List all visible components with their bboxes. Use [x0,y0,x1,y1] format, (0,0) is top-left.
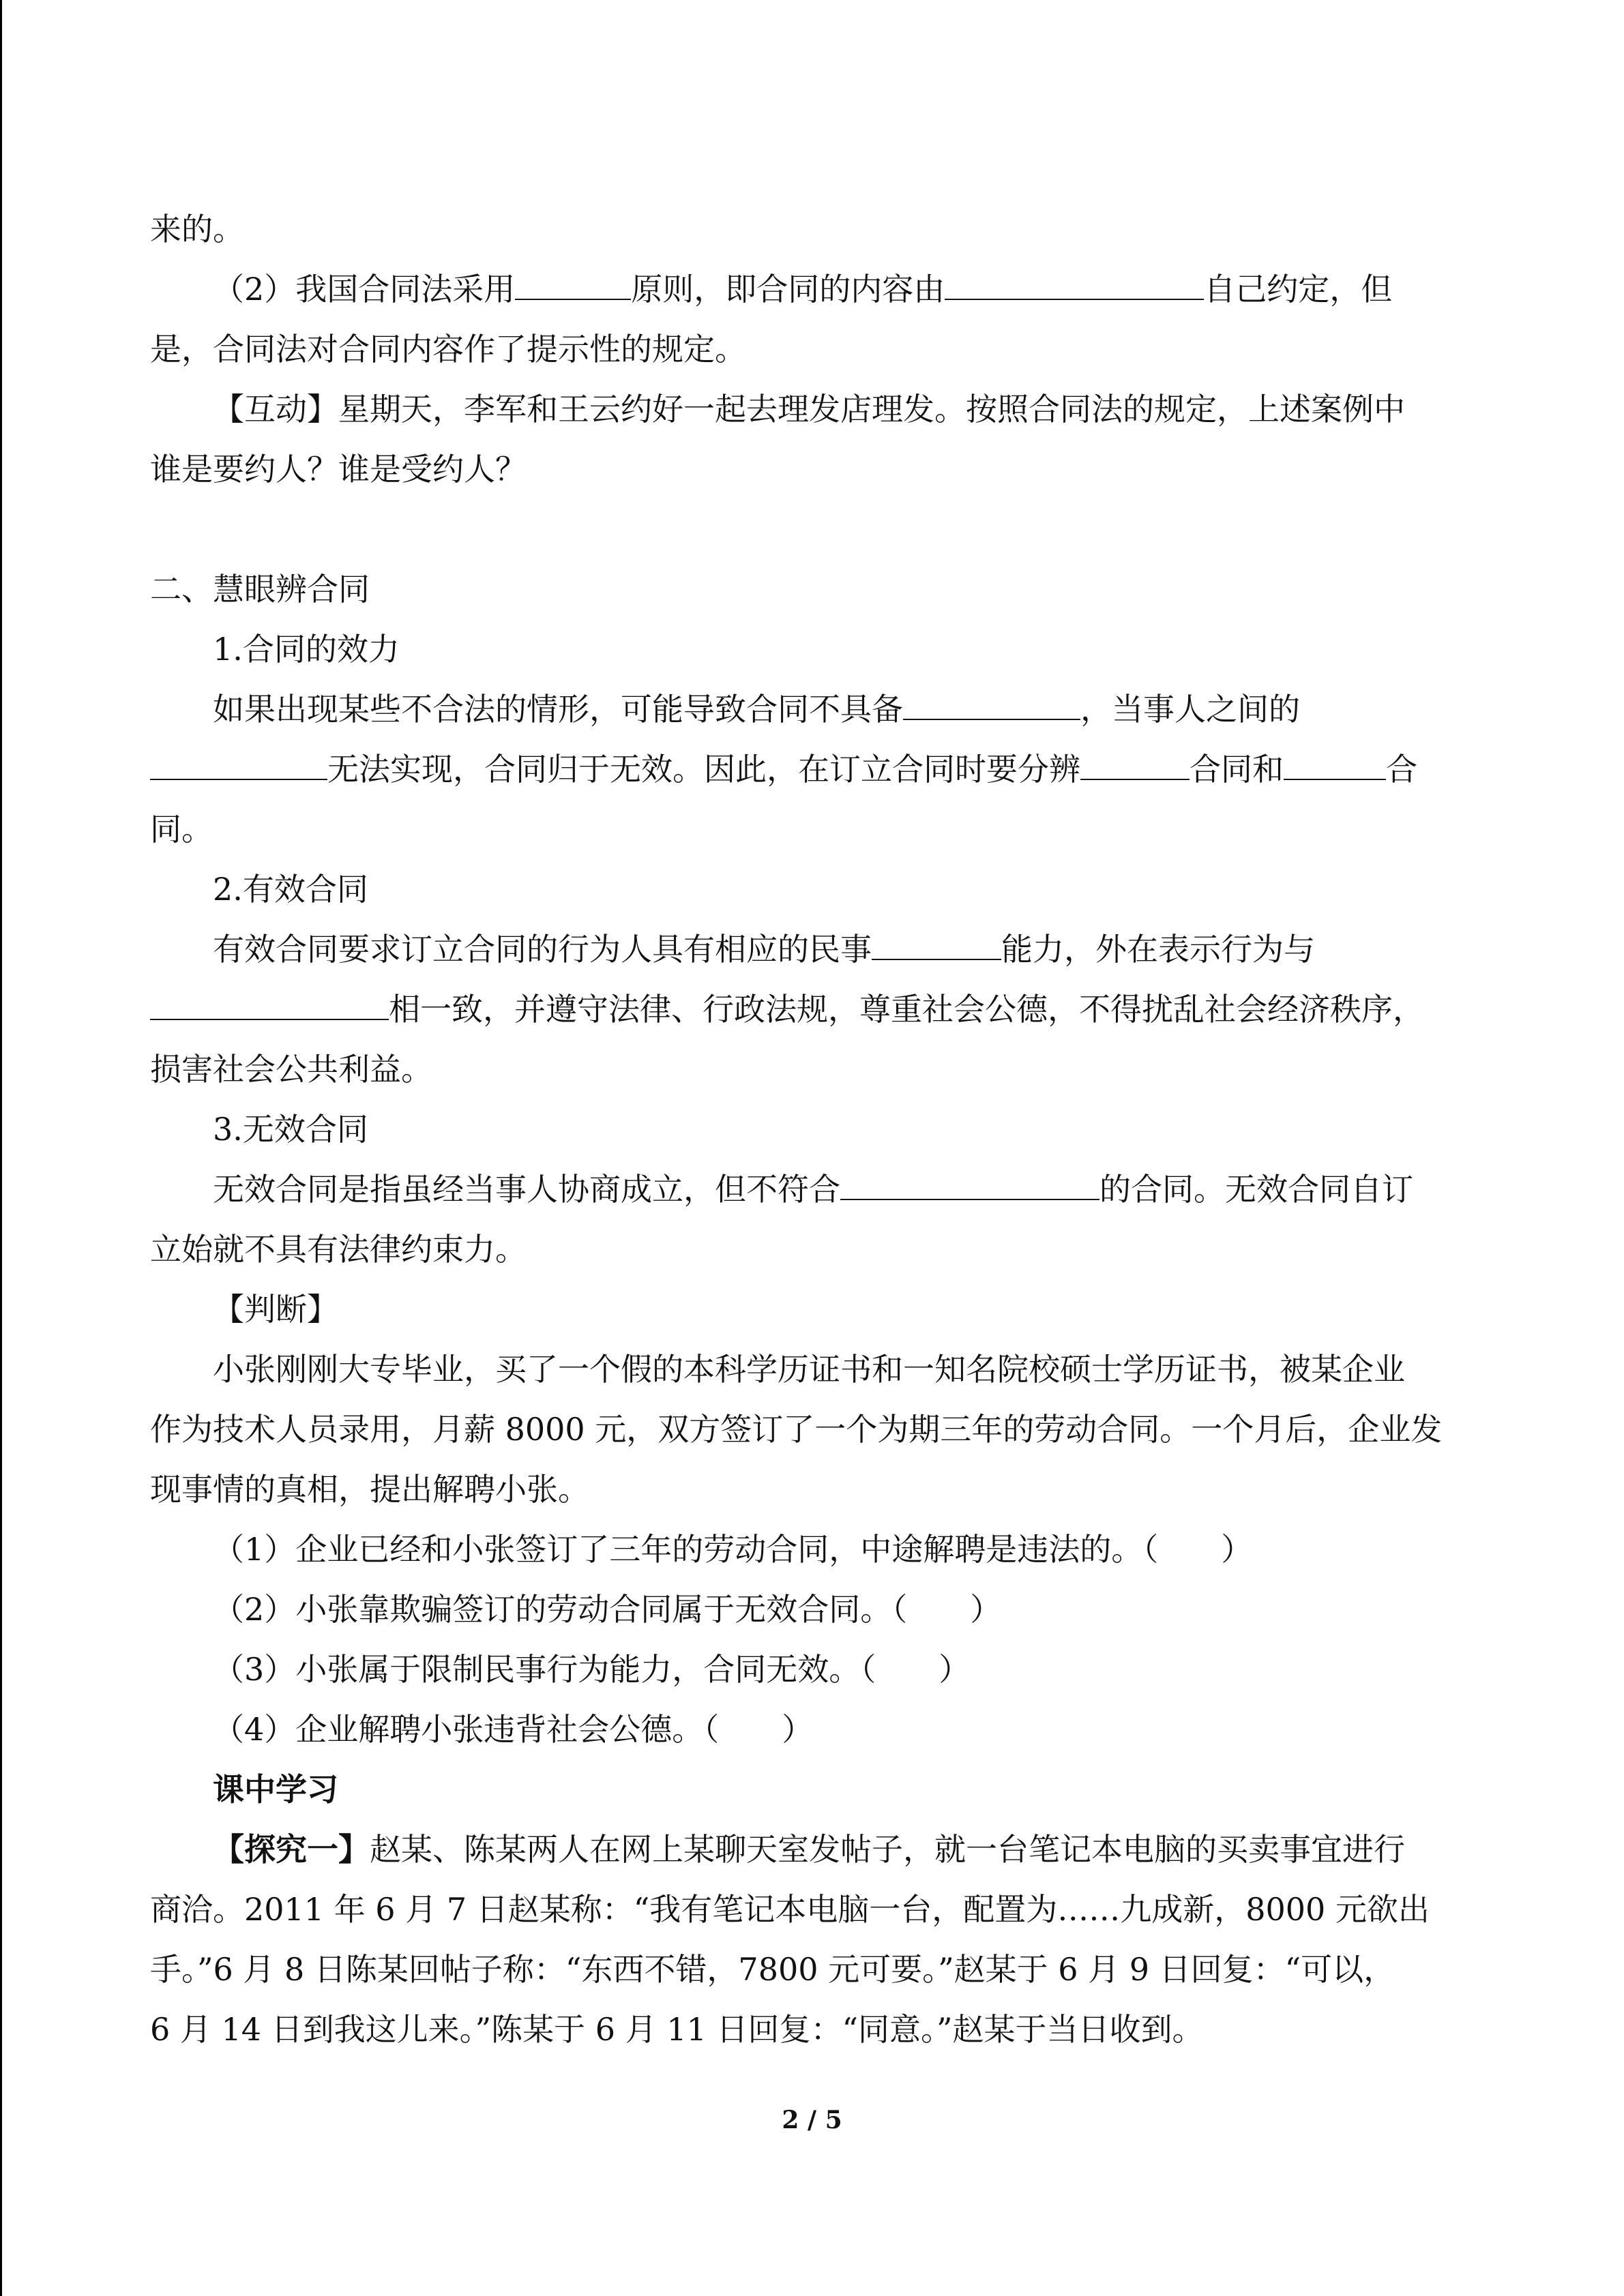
paragraph-line [150,325,746,370]
text: 谁是要约人？谁是受约人？ [150,451,527,488]
text: （2）小张靠欺骗签订的劳动合同属于无效合同。（ ） [213,1591,1002,1628]
fill-blank-line [150,985,1424,1030]
text: 二、慧眼辨合同 [150,571,370,608]
fill-blank-line [150,745,1417,790]
text: 赵某、陈某两人在网上某聊天室发帖子，就一台笔记本电脑的买卖事宜进行 [370,1831,1405,1868]
paragraph-line [150,2005,1204,2050]
paragraph-line [213,1825,1405,1870]
judge-question[interactable] [213,1645,970,1690]
text: 能力，外在表示行为与 [1001,931,1315,968]
blank[interactable] [903,689,1080,720]
fill-blank-line [213,925,1315,970]
subsection-heading [213,865,368,910]
paragraph-line [213,385,1405,430]
text: 无法实现，合同归于无效。因此，在订立合同时要分辨 [327,751,1080,788]
text: （1）企业已经和小张签订了三年的劳动合同，中途解聘是违法的。（ ） [213,1531,1253,1568]
paragraph-line [213,1345,1405,1390]
subsection-heading [213,1105,368,1150]
fill-blank-line [213,685,1300,730]
blank[interactable] [1284,749,1386,780]
fill-blank-line [213,1165,1413,1210]
text: 商洽。2011 年 6 月 7 日赵某称：“我有笔记本电脑一台，配置为……九成新，8000 元欲出 [150,1891,1430,1928]
text: 合 [1386,751,1417,788]
text: （4）企业解聘小张违背社会公德。（ ） [213,1711,814,1748]
text: 来的。 [150,211,244,248]
text: 手。”6 月 8 日陈某回帖子称：“东西不错，7800 元可要。”赵某于 6 月 9 日回复：“可以， [150,1951,1396,1988]
paragraph-line [150,205,244,250]
section-heading [150,565,370,610]
paragraph-line [150,1045,432,1090]
text: 有效合同要求订立合同的行为人具有相应的民事 [213,931,872,968]
judge-question[interactable] [213,1585,1001,1630]
judge-question[interactable] [213,1525,1252,1570]
page-edge [0,0,2,2296]
paragraph-line [150,1465,589,1510]
text: 1.合同的效力 [213,631,400,668]
paragraph-line [150,1945,1395,1990]
judge-heading [213,1285,338,1330]
inquiry-label: 【探究一】 [213,1831,370,1868]
text: 现事情的真相，提出解聘小张。 [150,1471,589,1508]
fill-blank-line [213,265,1392,310]
paragraph-line [150,805,213,850]
text: 立始就不具有法律约束力。 [150,1231,527,1268]
text: 作为技术人员录用，月薪 8000 元，双方签订了一个为期三年的劳动合同。一个月后，企业发 [150,1411,1443,1448]
blank[interactable] [840,1169,1099,1200]
text: 【判断】 [213,1291,338,1328]
paragraph-line [150,445,527,490]
blank[interactable] [150,749,327,780]
text: ，当事人之间的 [1080,691,1300,728]
blank[interactable] [1080,749,1190,780]
blank[interactable] [515,269,631,300]
judge-question[interactable] [213,1705,813,1750]
text: 6 月 14 日到我这儿来。”陈某于 6 月 11 日回复：“同意。”赵某于当日收到。 [150,2011,1204,2048]
text: 的合同。无效合同自订 [1099,1171,1413,1208]
text: 2.有效合同 [213,871,368,908]
text: （3）小张属于限制民事行为能力，合同无效。（ ） [213,1651,971,1688]
text: 是，合同法对合同内容作了提示性的规定。 [150,331,746,368]
text: 相一致，并遵守法律、行政法规，尊重社会公德，不得扰乱社会经济秩序， [389,991,1424,1028]
paragraph-line [150,1225,527,1270]
blank[interactable] [872,929,1001,960]
text: 【互动】星期天，李军和王云约好一起去理发店理发。按照合同法的规定，上述案例中 [213,391,1405,428]
text: 合同和 [1190,751,1284,788]
text: 原则，即合同的内容由 [631,271,945,308]
blank[interactable] [150,989,389,1020]
text: 3.无效合同 [213,1111,368,1148]
subsection-heading [213,625,400,670]
text: 同。 [150,811,213,848]
blank[interactable] [945,269,1204,300]
text: 自己约定，但 [1204,271,1393,308]
text: 无效合同是指虽经当事人协商成立，但不符合 [213,1171,840,1208]
text: 课中学习 [213,1771,338,1808]
text: 如果出现某些不合法的情形，可能导致合同不具备 [213,691,903,728]
text: （2）我国合同法采用 [213,271,516,308]
text: 损害社会公共利益。 [150,1051,432,1088]
text: 小张刚刚大专毕业，买了一个假的本科学历证书和一知名院校硕士学历证书，被某企业 [213,1351,1405,1388]
study-heading [213,1765,338,1810]
paragraph-line [150,1885,1430,1930]
page-number: 2 / 5 [782,2106,842,2134]
paragraph-line [150,1405,1442,1450]
